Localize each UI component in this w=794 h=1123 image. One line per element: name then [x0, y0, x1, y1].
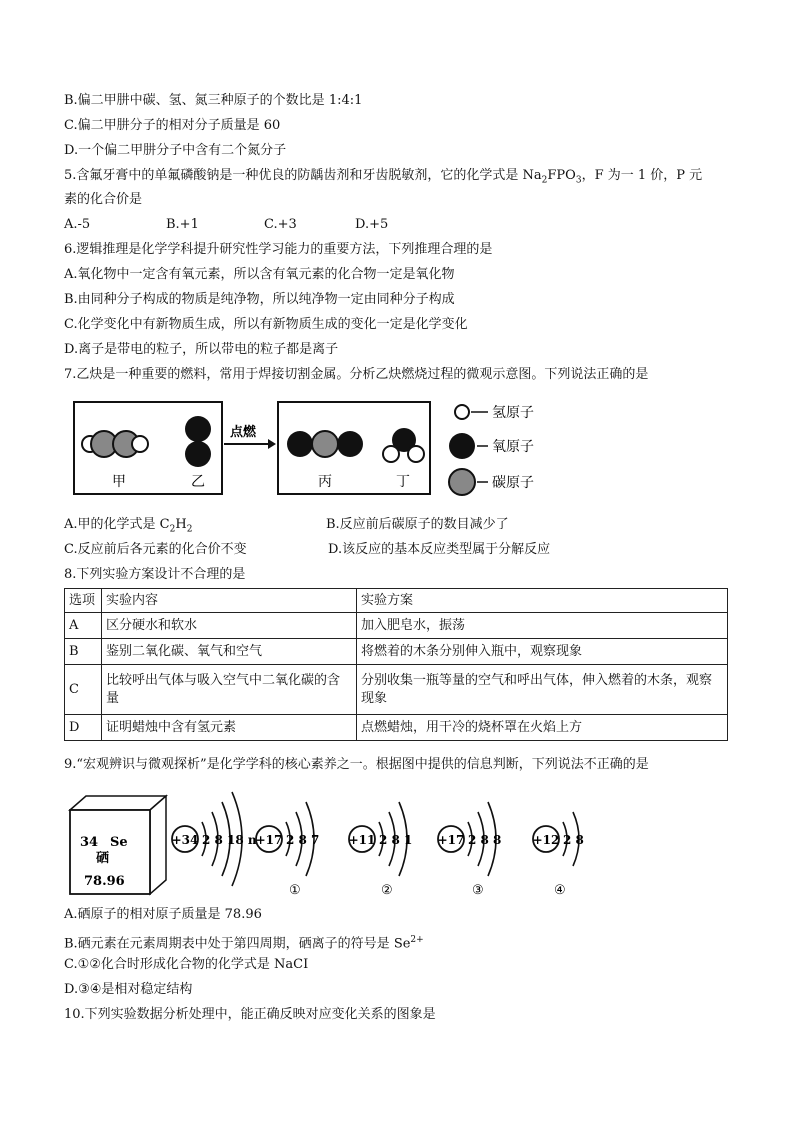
nucleus-label: +11 [348, 833, 376, 847]
table-cell: A [65, 613, 102, 639]
q5-option-d: D.+5 [355, 217, 389, 232]
element-cell-se [70, 796, 166, 894]
q9-option-b [64, 931, 424, 953]
label-ding: 丁 [396, 474, 410, 490]
q6-option-b: B.由同种分子构成的物质是纯净物，所以纯净物一定由同种分子构成 [64, 292, 455, 307]
q5-stem [64, 167, 702, 190]
table-cell: 鉴别二氧化碳、氧气和空气 [102, 639, 357, 665]
cell-name: 硒 [96, 851, 110, 866]
shell-electrons: 2 8 18 n [202, 833, 257, 847]
legend-hydrogen: 氢原子 [492, 405, 534, 421]
table-cell: 将燃着的木条分别伸入瓶中，观察现象 [357, 639, 728, 665]
q8-stem: 8.下列实验方案设计不合理的是 [64, 567, 246, 582]
table-cell: B [65, 639, 102, 665]
legend-carbon: 碳原子 [492, 475, 534, 491]
q5-sub-2: 2 [541, 175, 548, 186]
q4-option-b: B.偏二甲肼中碳、氢、氮三种原子的个数比是 1:4:1 [64, 93, 363, 108]
table-header: 选项 [65, 589, 102, 613]
arrow-label: 点燃 [230, 425, 257, 440]
q7-a-text: A.甲的化学式是 C [64, 517, 170, 532]
q6-option-c: C.化学变化中有新物质生成，所以有新物质生成的变化一定是化学变化 [64, 317, 468, 332]
label-jia: 甲 [112, 474, 126, 490]
q4-option-d: D.一个偏二甲肼分子中含有二个氮分子 [64, 143, 287, 158]
shell-electrons: 2 8 7 [286, 833, 320, 847]
atom-1-structure [256, 802, 320, 898]
cell-symbol: Se [110, 835, 128, 850]
q6-stem: 6.逻辑推理是化学学科提升研究性学习能力的重要方法，下列推理合理的是 [64, 242, 493, 257]
q5-stem-part2: FPO [547, 168, 576, 183]
q7-a-sub1: 2 [169, 524, 176, 535]
table-cell: C [65, 665, 102, 715]
table-header-row [65, 589, 728, 613]
table-cell: 分别收集一瓶等量的空气和呼出气体，伸入燃着的木条，观察现象 [357, 665, 728, 715]
q7-a-h: H [175, 517, 187, 532]
q9-b-sup: 2+ [410, 935, 424, 945]
atom-label: ④ [554, 883, 566, 898]
q5-stem-line2: 素的化合价是 [64, 192, 143, 207]
q4-option-c: C.偏二甲肼分子的相对分子质量是 60 [64, 118, 281, 133]
label-bing: 丙 [318, 474, 332, 490]
q7-stem: 7.乙炔是一种重要的燃料，常用于焊接切割金属。分析乙炔燃烧过程的微观示意图。下列说法正确的是 [64, 367, 649, 382]
q9-b-text: B.硒元素在元素周期表中处于第四周期，硒离子的符号是 Se [64, 936, 411, 952]
q5-option-a: A.-5 [64, 217, 91, 232]
atom-4-structure [533, 812, 584, 898]
table-cell: D [65, 715, 102, 741]
atom-label: ③ [472, 883, 484, 898]
nucleus-label: +12 [532, 833, 560, 847]
shell-electrons: 2 8 [563, 833, 584, 847]
table-cell: 比较呼出气体与吸入空气中二氧化碳的含量 [102, 665, 357, 715]
table-header: 实验方案 [357, 589, 728, 613]
shell-electrons: 2 8 1 [379, 833, 413, 847]
nucleus-label: +34 [171, 833, 199, 847]
q7-reaction-diagram [70, 396, 550, 506]
q7-option-a [64, 516, 192, 539]
table-cell: 点燃蜡烛，用干冷的烧杯罩在火焰上方 [357, 715, 728, 741]
shell-electrons: 2 8 8 [468, 833, 502, 847]
q10-stem: 10.下列实验数据分析处理中，能正确反映对应变化关系的图象是 [64, 1007, 436, 1022]
atom-label: ② [381, 883, 393, 898]
nucleus-label: +17 [437, 833, 465, 847]
q7-a-sub2: 2 [186, 524, 193, 535]
atom-2-structure [349, 802, 413, 898]
q5-option-b: B.+1 [166, 217, 199, 232]
table-row [65, 639, 728, 665]
q9-option-a: A.硒原子的相对原子质量是 78.96 [64, 907, 262, 922]
q7-option-c: C.反应前后各元素的化合价不变 [64, 542, 247, 557]
q7-option-b: B.反应前后碳原子的数目减少了 [326, 517, 509, 532]
label-yi: 乙 [191, 474, 205, 490]
atom-se-structure [172, 792, 257, 886]
q9-option-d: D.③④是相对稳定结构 [64, 982, 193, 997]
cell-number: 34 [80, 835, 99, 850]
q5-sub-3: 3 [575, 175, 582, 186]
nucleus-label: +17 [255, 833, 283, 847]
table-row [65, 665, 728, 715]
table-cell: 证明蜡烛中含有氢元素 [102, 715, 357, 741]
q7-option-d: D.该反应的基本反应类型属于分解反应 [328, 542, 551, 557]
table-header: 实验内容 [102, 589, 357, 613]
q6-option-a: A.氧化物中一定含有氧元素，所以含有氧元素的化合物一定是氧化物 [64, 267, 455, 282]
table-cell: 区分硬水和软水 [102, 613, 357, 639]
q9-stem: 9.“宏观辨识与微观探析”是化学学科的核心素养之一。根据图中提供的信息判断，下列说法不正确的是 [64, 757, 649, 772]
table-cell: 加入肥皂水，振荡 [357, 613, 728, 639]
legend-oxygen: 氧原子 [492, 439, 534, 455]
q5-stem-part1: 5.含氟牙膏中的单氟磷酸钠是一种优良的防龋齿剂和牙齿脱敏剂，它的化学式是 Na [64, 168, 542, 183]
q5-option-c: C.+3 [264, 217, 297, 232]
atom-label: ① [289, 883, 301, 898]
atom-3-structure [438, 802, 502, 898]
q5-stem-part3: ，F 为一 1 价，P 元 [581, 168, 703, 183]
cell-mass: 78.96 [84, 874, 125, 889]
q8-table [64, 588, 728, 741]
table-row [65, 613, 728, 639]
q9-option-c: C.①②化合时形成化合物的化学式是 NaCI [64, 957, 309, 972]
q6-option-d: D.离子是带电的粒子，所以带电的粒子都是离子 [64, 342, 339, 357]
q9-atom-diagram [64, 784, 604, 902]
table-row [65, 715, 728, 741]
